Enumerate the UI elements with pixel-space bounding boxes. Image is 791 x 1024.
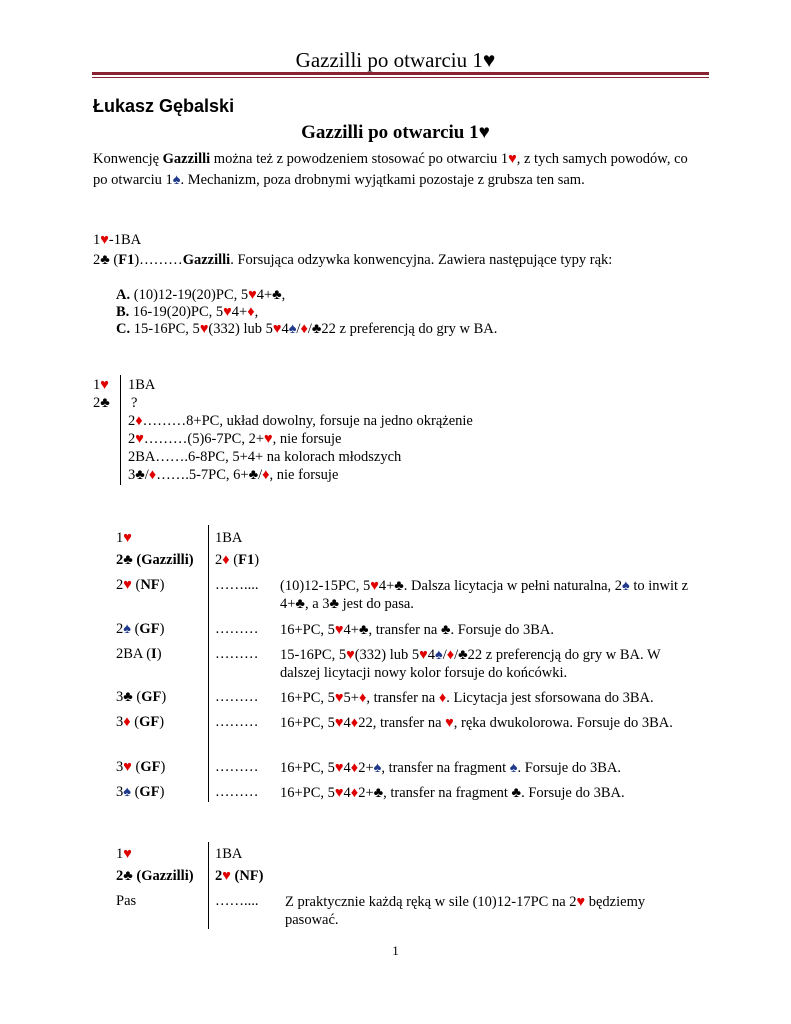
list-item: B. 16-19(20)PC, 5♥4+♦,: [116, 304, 259, 320]
table-row-description: 16+PC, 5♥4♦22, transfer na ♥, ręka dwukolorowa. Forsuje do 3BA.: [280, 715, 673, 731]
header-rule-thick: [92, 72, 709, 75]
table-row-description: 16+PC, 5♥4♦2+♠, transfer na fragment ♠. Forsuje do 3BA.: [280, 760, 621, 776]
table-divider: [208, 842, 209, 929]
list-item: C. 15-16PC, 5♥(332) lub 5♥4♠/♦/♣22 z preferencją do gry w BA.: [116, 321, 498, 337]
auction-bid: 2♣ (Gazzilli): [116, 552, 194, 568]
table-row-bid: 2♥ (NF): [116, 577, 165, 593]
table-row-bid: 2BA (I): [116, 646, 162, 662]
table-row-bid: 2♠ (GF): [116, 621, 165, 637]
table-row-bid: 3♣ (GF): [116, 689, 167, 705]
auction-bid: 2♥ (NF): [215, 868, 264, 884]
auction-bid: 2♦ (F1): [215, 552, 260, 568]
page-number: 1: [392, 943, 399, 958]
table-row-dots: ………: [215, 689, 259, 705]
table-divider: [208, 525, 209, 802]
auction-bid: 1♥: [93, 377, 109, 393]
table-row-bid: 3♦ (GF): [116, 714, 165, 730]
table-row-description: Z praktycznie każdą ręką w sile (10)12-17PC na 2♥ będziemy pasować.: [285, 894, 646, 928]
response-line: 2♥………(5)6-7PC, 2+♥, nie forsuje: [128, 431, 342, 447]
table-row-dots: ………: [215, 759, 259, 775]
gazzilli-definition: 2♣ (F1)………Gazzilli. Forsująca odzywka konwencyjna. Zawiera następujące typy rąk:: [93, 252, 613, 268]
auction-bid: 2♣ (Gazzilli): [116, 868, 194, 884]
table-row-dots: ……....: [215, 893, 259, 909]
table-row-dots: ……....: [215, 577, 259, 593]
table-row-bid: Pas: [116, 893, 137, 909]
auction-bid: 1BA: [128, 377, 156, 393]
table-row-description: (10)12-15PC, 5♥4+♣. Dalsza licytacja w pełni naturalna, 2♠ to inwit z 4+♣, a 3♣ jest do pasa.: [280, 578, 689, 612]
response-line: 2♦………8+PC, układ dowolny, forsuje na jedno okrążenie: [128, 413, 473, 429]
table-row-description: 16+PC, 5♥4+♣, transfer na ♣. Forsuje do 3BA.: [280, 622, 554, 638]
document-title: Gazzilli po otwarciu 1♥: [301, 122, 490, 143]
auction-bid: 1♥: [116, 530, 132, 546]
table-row-description: 15-16PC, 5♥(332) lub 5♥4♠/♦/♣22 z preferencją do gry w BA. W dalszej licytacji nowy kolor forsuje do końcówki.: [280, 647, 661, 681]
header-rule-thin: [92, 77, 709, 78]
table-row-bid: 3♠ (GF): [116, 784, 165, 800]
sequence-opening: 1♥-1BA: [93, 232, 142, 248]
table-row-dots: ………: [215, 646, 259, 662]
table-row-description: 16+PC, 5♥5+♦, transfer na ♦. Licytacja jest sforsowana do 3BA.: [280, 690, 654, 706]
table-row-description: 16+PC, 5♥4♦2+♣, transfer na fragment ♣. Forsuje do 3BA.: [280, 785, 625, 801]
list-item: A. (10)12-19(20)PC, 5♥4+♣,: [116, 287, 286, 303]
author-name: Łukasz Gębalski: [93, 96, 235, 116]
response-line: 3♣/♦…….5-7PC, 6+♣/♦, nie forsuje: [128, 467, 339, 483]
table-row-dots: ………: [215, 621, 259, 637]
table-row-dots: ………: [215, 784, 259, 800]
auction-bid: 1BA: [215, 846, 243, 862]
response-line: 2BA…….6-8PC, 5+4+ na kolorach młodszych: [128, 449, 402, 465]
intro-paragraph: Konwencję Gazzilli można też z powodzeniem stosować po otwarciu 1♥, z tych samych powodów, co po otwarciu 1♠. Mechanizm, poza drobnymi wyjątkami pozostaje z grubsza ten sam.: [93, 151, 688, 188]
auction-bid: ?: [131, 395, 138, 411]
table-row-bid: 3♥ (GF): [116, 759, 166, 775]
auction-bid: 1BA: [215, 530, 243, 546]
auction-bid: 2♣: [93, 395, 110, 411]
auction-bid: 1♥: [116, 846, 132, 862]
running-header: Gazzilli po otwarciu 1♥: [295, 48, 496, 72]
table-row-dots: ………: [215, 714, 259, 730]
auction-divider: [120, 375, 121, 485]
